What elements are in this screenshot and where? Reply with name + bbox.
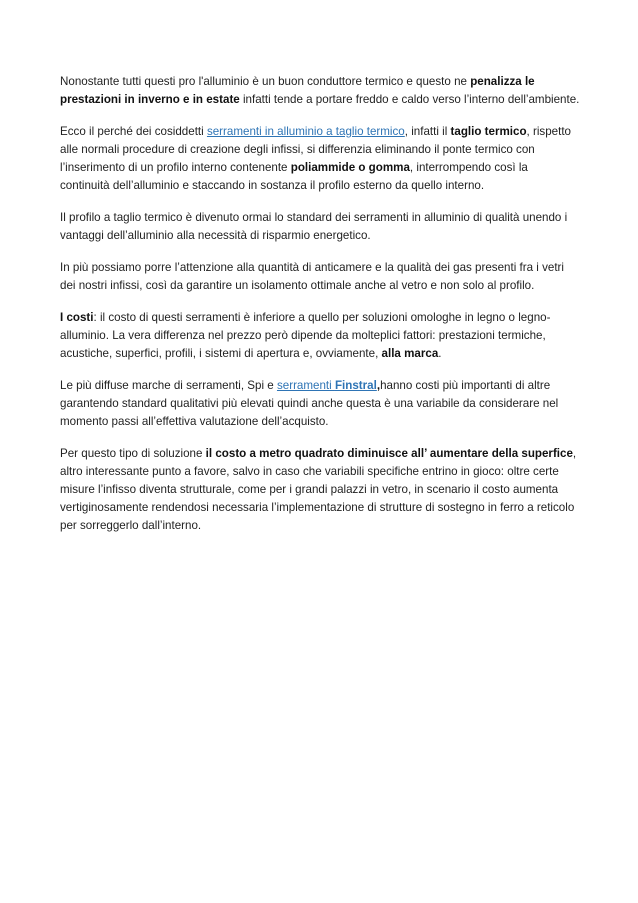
bold-text: il costo a metro quadrato diminuisce all’ aumentare della superfice xyxy=(205,447,573,460)
text-segment: Il profilo a taglio termico è divenuto ormai lo standard dei serramenti in alluminio di qualità unendo i vantaggi dell’alluminio alla necessità di risparmio energetico. xyxy=(60,211,568,242)
paragraph-costs xyxy=(60,309,580,363)
text-segment: , infatti il xyxy=(404,125,451,138)
bold-text: I costi xyxy=(60,311,94,324)
paragraph-brands xyxy=(60,377,580,431)
text-segment: . xyxy=(438,347,442,360)
paragraph-thermal-conductivity xyxy=(60,73,580,109)
link-bold-text: Finstral xyxy=(334,379,377,392)
text-segment: , interrompendo così la continuità dell’alluminio e staccando in sostanza il profilo esterno da quello interno. xyxy=(60,161,528,192)
link-serramenti-finstral[interactable] xyxy=(277,379,377,392)
link-serramenti-alluminio-taglio-termico[interactable]: serramenti in alluminio a taglio termico xyxy=(206,125,405,138)
text-segment: Ecco il perché dei cosiddetti xyxy=(60,125,207,138)
text-segment: Le più diffuse marche di serramenti, Spi e xyxy=(60,379,277,392)
paragraph-standard-profile xyxy=(60,209,580,245)
text-segment: : il costo di questi serramenti è inferiore a quello per soluzioni omologhe in legno o legno-alluminio. La vera differenza nel prezzo però dipende da molteplici fattori: prestazioni termiche, acustiche, superfici, profili, i sistemi di apertura e, ovviamente, xyxy=(60,311,551,360)
text-segment: Per questo tipo di soluzione xyxy=(60,447,206,460)
bold-text: alla marca xyxy=(381,347,439,360)
text-segment: In più possiamo porre l’attenzione alla quantità di anticamere e la qualità dei gas presenti fra i vetri dei nostri infissi, così da garantire un isolamento ottimale anche al vetro e non solo al profilo. xyxy=(60,261,564,292)
paragraph-glass-chambers xyxy=(60,259,580,295)
document-body xyxy=(60,73,580,549)
text-segment: infatti tende a portare freddo e caldo verso l’interno dell’ambiente. xyxy=(239,93,580,106)
paragraph-square-meter-cost xyxy=(60,445,580,535)
link-text: serramenti xyxy=(276,379,335,392)
bold-text: poliammide o gomma xyxy=(290,161,410,174)
bold-text: , xyxy=(376,379,381,392)
text-segment: , altro interessante punto a favore, salvo in caso che variabili specifiche entrino in gioco: oltre certe misure l’infisso diventa strutturale, come per i grandi palazzi in vetro, in scenario il costo aumenta vertiginosamente rendendosi necessaria l’implementazione di strutture di sostegno in ferro a reticolo per sorreggerlo dall’interno. xyxy=(60,447,577,532)
bold-text: taglio termico xyxy=(450,125,527,138)
text-segment: , rispetto alle normali procedure di creazione degli infissi, si differenzia eliminando il ponte termico con l’inserimento di un profilo interno contenente xyxy=(60,125,572,174)
text-segment: Nonostante tutti questi pro l'alluminio è un buon conduttore termico e questo ne xyxy=(60,75,471,88)
paragraph-thermal-break xyxy=(60,123,580,195)
bold-text: penalizza le prestazioni in inverno e in estate xyxy=(60,75,535,106)
text-segment: hanno costi più importanti di altre garantendo standard qualitativi più elevati quindi anche questa è una variabile da considerare nel momento passi all’effettiva valutazione dell’acquisto. xyxy=(60,379,559,428)
